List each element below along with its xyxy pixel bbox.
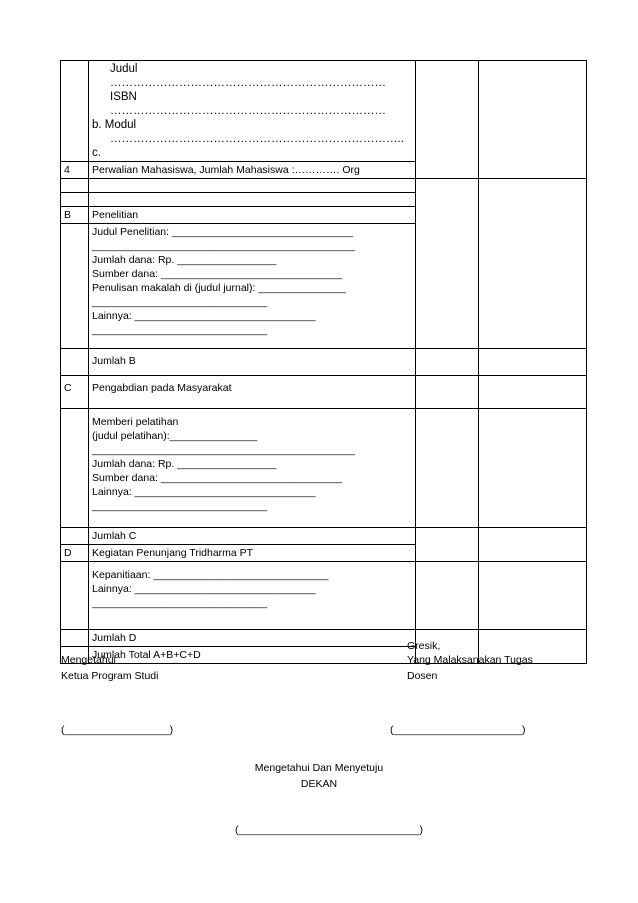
cell-empty [479,179,587,349]
field-line: ______________________________ [92,597,268,609]
cell-empty [479,409,587,528]
perwalian-text: Perwalian Mahasiswa, Jumlah Mahasiswa :…………. Org [89,162,416,179]
total-d: Jumlah D [89,630,416,647]
total-c: Jumlah C [89,528,416,545]
penunjang-fields [89,562,416,630]
cell-empty [479,562,587,630]
right-signature-line: (______________________) [390,724,526,736]
field-line: ______________________________ [92,324,268,336]
cell-empty [416,61,479,179]
field-line: _____________________________________________ [92,444,355,456]
table-row [61,179,587,193]
cell-empty [479,349,587,376]
cell-empty [61,179,89,193]
cell-empty [416,376,479,409]
field-line: Lainnya: _______________________________ [92,486,316,498]
table-row [61,562,587,630]
field-line: Jumlah dana: Rp. _________________ [92,458,277,470]
section-title: Pengabdian pada Masyarakat [89,376,416,409]
field-line: ______________________________ [92,296,268,308]
table-row [61,349,587,376]
field-line: (judul pelatihan):_______________ [92,430,258,442]
cell-empty [89,179,416,193]
field-line: Penulisan makalah di (judul jurnal): _______________ [92,282,346,294]
field-line: Memberi pelatihan [92,416,179,428]
cell-empty [479,61,587,179]
center-signer-title: Mengetahui Dan Menyetuju [254,762,384,774]
row-number: 4 [61,162,89,179]
field-line: Judul Penelitian: _______________________________ [92,226,353,238]
table-row [61,528,587,545]
cell-empty [89,193,416,207]
section-title: Kegiatan Penunjang Tridharma PT [89,545,416,562]
section-title: Penelitian [89,207,416,224]
field-line: Sumber dana: _______________________________ [92,268,342,280]
section-letter: C [61,376,89,409]
pengabdian-fields [89,409,416,528]
cell-empty [479,528,587,562]
judul-line: Judul ……………………………………………………………… [110,63,386,89]
table-row [61,376,587,409]
cell-empty [61,349,89,376]
cell-empty [479,376,587,409]
table-row [61,61,587,162]
section-letter: B [61,207,89,224]
left-signature-line: (__________________) [61,724,174,736]
center-signature-line: (_______________________________) [234,824,424,836]
cell-empty [416,349,479,376]
cell-empty [61,224,89,349]
cell-empty [61,409,89,528]
cell-empty [61,562,89,630]
grand-total: Jumlah Total A+B+C+D [89,647,416,664]
left-signer-title: Mengetahui [61,654,116,666]
field-line: Lainnya: _______________________________ [92,583,316,595]
penelitian-fields [89,224,416,349]
table-row [61,630,587,647]
cell-empty [416,528,479,562]
field-line: Jumlah dana: Rp. _________________ [92,254,277,266]
center-signer-role: DEKAN [300,778,338,790]
publication-cell [89,61,416,162]
cell-empty [416,179,479,349]
field-line: Lainnya: _______________________________ [92,310,316,322]
modul-dots: ………………………………………………………………….. [110,133,404,145]
total-b: Jumlah B [89,349,416,376]
cell-empty [416,562,479,630]
right-signer-role: Dosen [407,670,438,682]
cell-empty [61,193,89,207]
modul-line: b. Modul [92,119,137,131]
city-date: Gresik, [407,640,441,652]
left-signer-role: Ketua Program Studi [61,670,159,682]
right-signer-title: Yang Malaksanakan Tugas [407,654,533,666]
field-line: ______________________________ [92,500,268,512]
cell-empty [61,630,89,647]
field-line: Kepanitiaan: ______________________________ [92,569,329,581]
cell-no [61,61,89,162]
isbn-line: ISBN ……………………………………………………………… [110,91,386,117]
field-line: _____________________________________________ [92,240,355,252]
field-line: Sumber dana: _______________________________ [92,472,342,484]
activity-report-table [60,60,587,664]
section-letter: D [61,545,89,562]
cell-empty [61,528,89,545]
c-line: c. [92,147,101,159]
cell-empty [416,409,479,528]
table-row [61,409,587,528]
